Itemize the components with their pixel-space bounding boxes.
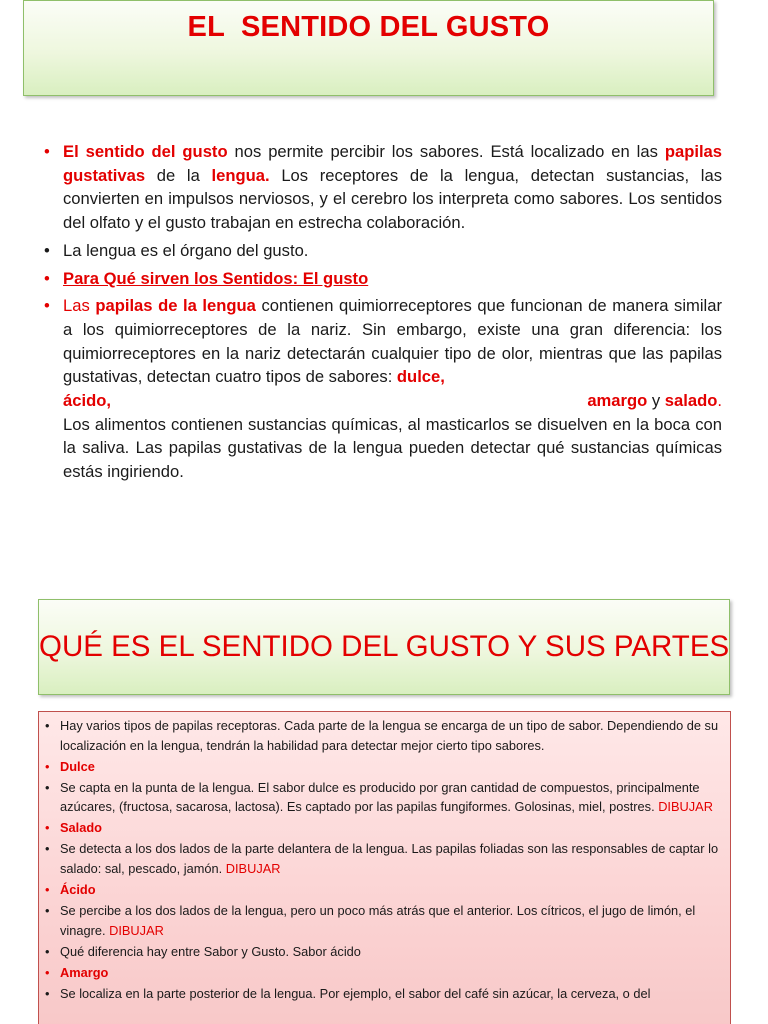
bullet-icon: •	[45, 820, 50, 836]
section-title: QUÉ ES EL SENTIDO DEL GUSTO Y SUS PARTES	[39, 630, 730, 663]
bullet-icon: •	[45, 903, 50, 919]
emphasis-text: papilas de la lengua	[95, 296, 256, 316]
bullet-icon: •	[44, 268, 50, 288]
bullet-icon: •	[44, 142, 50, 161]
list-item	[45, 757, 721, 777]
emphasis-text: papilas gustativas	[63, 142, 723, 185]
list-item	[44, 140, 722, 235]
body-text: .	[717, 391, 722, 411]
bullet-icon: •	[44, 240, 50, 260]
bullet-icon: •	[44, 296, 50, 316]
taste-parts-list	[45, 716, 721, 1005]
body-text: de la	[145, 165, 212, 185]
taste-heading-dulce: Dulce	[60, 758, 95, 774]
list-item	[45, 963, 721, 983]
taste-label-amargo: amargo	[587, 391, 648, 411]
body-text: La lengua es el órgano del gusto.	[63, 240, 309, 260]
list-item	[44, 267, 722, 291]
emphasis-text: lengua.	[211, 165, 270, 185]
taste-heading-amargo: Amargo	[60, 964, 109, 980]
body-text: y	[647, 391, 665, 411]
draw-instruction: DIBUJAR	[225, 860, 281, 876]
list-item	[44, 239, 722, 263]
title-box-sentido-del-gusto	[23, 0, 714, 96]
list-item	[45, 880, 721, 900]
taste-parts-box	[38, 711, 731, 1024]
taste-line	[63, 389, 722, 413]
body-text: Las	[63, 296, 96, 316]
body-text: Se percibe a los dos lados de la lengua, pero un poco más atrás que el anterior. Los cítricos, el jugo de limón, el vinagre.	[60, 903, 696, 938]
list-item	[45, 778, 721, 817]
bullet-icon: •	[45, 779, 50, 795]
draw-instruction: DIBUJAR	[658, 799, 713, 815]
emphasis-text: El sentido del gusto	[63, 142, 228, 161]
taste-group	[587, 389, 722, 413]
section-link-text: Para Qué sirven los Sentidos: El gusto	[63, 268, 369, 288]
bullet-icon: •	[45, 985, 50, 1001]
draw-instruction: DIBUJAR	[109, 922, 164, 938]
list-item	[45, 818, 721, 838]
body-text: nos permite percibir los sabores. Está localizado en las	[227, 142, 665, 161]
body-text: Hay varios tipos de papilas receptoras. Cada parte de la lengua se encarga de un tipo de sabor. Dependiendo de su localización en la lengua, tendrán la habilidad para detectar mejor cierto tipo sabores.	[60, 718, 719, 753]
bullet-icon: •	[45, 718, 50, 733]
paragraph: Los alimentos contienen sustancias químicas, al masticarlos se disuelven en la boca con la saliva. Las papilas gustativas de la lengua pueden detectar qué sustancias químicas estás ingiriendo.	[63, 414, 722, 482]
taste-label-dulce: dulce,	[396, 367, 445, 387]
list-item	[44, 294, 722, 484]
taste-label-salado: salado	[664, 391, 718, 411]
title-box-partes	[38, 599, 730, 695]
body-text: contienen quimiorreceptores que funcionan de manera similar a los quimiorreceptores de la nariz. Sin embargo, existe una gran diferencia: los quimiorreceptores en la nariz detectarán cualquier tipo de olor, mientras que las papilas gustativas, detectan cuatro tipos de sabores:	[63, 296, 722, 387]
taste-heading-salado: Salado	[60, 820, 102, 836]
bullet-icon: •	[45, 881, 50, 897]
bullet-icon: •	[45, 964, 50, 980]
bullet-icon: •	[45, 841, 50, 857]
taste-label-acido: ácido,	[63, 391, 111, 411]
list-item	[45, 716, 721, 755]
intro-bullet-list	[44, 140, 722, 488]
bullet-icon: •	[45, 943, 50, 959]
body-text: Se localiza en la parte posterior de la lengua. Por ejemplo, el sabor del café sin azúcar, la cerveza, o del	[60, 985, 651, 1001]
body-text: Los receptores de la lengua, detectan sustancias, las convierten en impulsos nerviosos, y el cerebro los interpreta como sabores. Los sentidos del olfato y el gusto trabajan en estrecha colaboración.	[63, 165, 722, 233]
page-title: EL SENTIDO DEL GUSTO	[187, 11, 550, 43]
list-item	[45, 942, 721, 962]
body-text: Se capta en la punta de la lengua. El sabor dulce es producido por gran cantidad de compuestos, principalmente azúcares, (fructosa, sacarosa, lactosa). Es captado por las papilas fungiformes. Golosinas, miel, postres.	[60, 779, 700, 815]
list-item	[45, 839, 721, 878]
taste-heading-acido: Ácido	[60, 881, 96, 897]
list-item	[45, 984, 721, 1004]
bullet-icon: •	[45, 758, 50, 774]
paragraph	[63, 294, 722, 389]
list-item	[45, 901, 721, 940]
body-text: Se detecta a los dos lados de la parte delantera de la lengua. Las papilas foliadas son las responsables de captar lo salado: sal, pescado, jamón.	[60, 841, 719, 876]
body-text: Qué diferencia hay entre Sabor y Gusto. Sabor ácido	[60, 943, 361, 959]
